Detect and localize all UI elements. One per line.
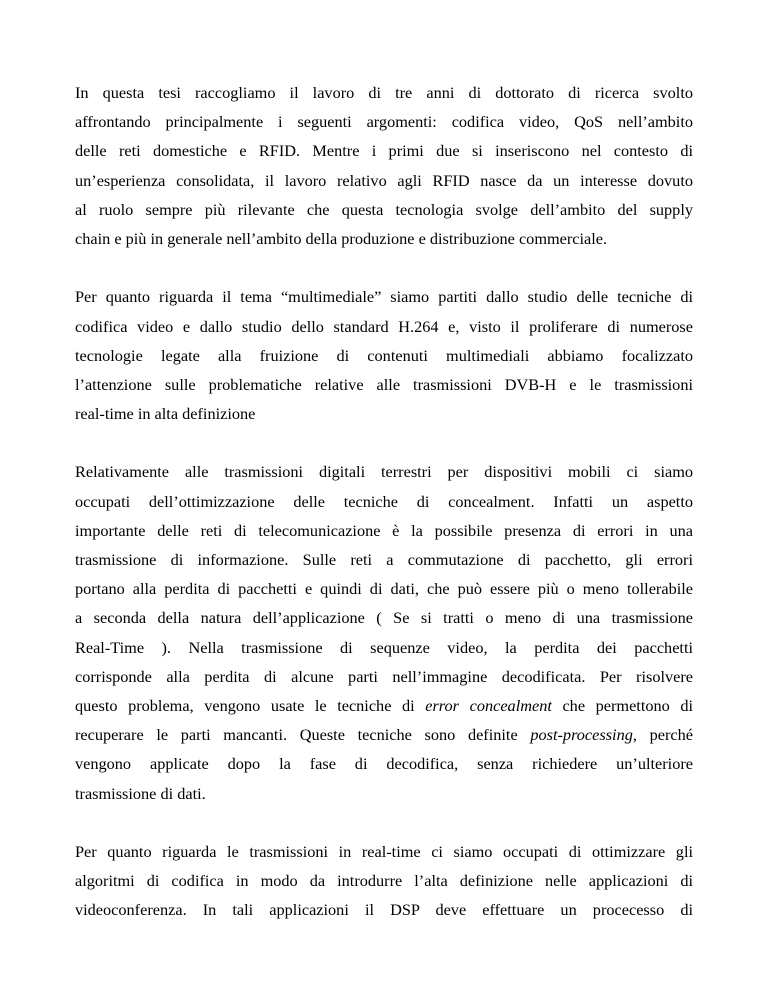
text-line: affrontando principalmente i seguenti argomenti: codifica video, QoS nell’ambito: [75, 112, 693, 132]
text-segment: recuperare le parti mancanti. Queste tecniche sono definite: [75, 725, 531, 745]
text-segment: , perché: [632, 725, 694, 745]
text-line: videoconferenza. In tali applicazioni il DSP deve effettuare un procecesso di: [75, 900, 693, 920]
text-line: [75, 691, 693, 720]
text-line: l’attenzione sulle problematiche relative alle trasmissioni DVB-H e le trasmissioni: [75, 374, 693, 394]
text-line: un’esperienza consolidata, il lavoro relativo agli RFID nasce da un interesse dovuto: [75, 170, 693, 190]
text-line: chain e più in generale nell’ambito della produzione e distribuzione commerciale.: [75, 228, 608, 248]
text-line: importante delle reti di telecomunicazione è la possibile presenza di errori in una: [75, 520, 693, 540]
italic-term-post-processing: post-processing: [530, 725, 633, 745]
text-line: corrisponde alla perdita di alcune parti nell’immagine decodificata. Per risolvere: [75, 666, 693, 686]
italic-term-error-concealment: error concealment: [425, 695, 552, 715]
text-line: Per quanto riguarda le trasmissioni in real-time ci siamo occupati di ottimizzare gli: [75, 841, 693, 861]
text-segment: questo problema, vengono usate le tecniche di: [75, 695, 426, 715]
text-line: Relativamente alle trasmissioni digitali terrestri per dispositivi mobili ci siamo: [75, 462, 693, 482]
text-line: delle reti domestiche e RFID. Mentre i primi due si inseriscono nel contesto di: [75, 141, 693, 161]
text-line: [75, 720, 693, 749]
text-line: algoritmi di codifica in modo da introdurre l’alta definizione nelle applicazioni di: [75, 871, 693, 891]
text-line: trasmissione di informazione. Sulle reti a commutazione di pacchetto, gli errori: [75, 550, 693, 569]
text-line: al ruolo sempre più rilevante che questa tecnologia svolge dell’ambito del supply: [75, 199, 693, 219]
text-line: Real-Time ). Nella trasmissione di sequenze video, la perdita dei pacchetti: [75, 637, 693, 657]
text-segment: che permettono di: [551, 695, 693, 715]
text-line: real-time in alta definizione: [75, 404, 256, 424]
text-line: tecnologie legate alla fruizione di contenuti multimediali abbiamo focalizzato: [75, 345, 693, 365]
document-page: [75, 78, 693, 924]
text-line: a seconda della natura dell’applicazione ( Se si tratti o meno di una trasmissione: [75, 608, 693, 628]
text-line: occupati dell’ottimizzazione delle tecniche di concealment. Infatti un aspetto: [75, 491, 693, 511]
paragraph-4: [75, 837, 693, 925]
text-line: trasmissione di dati.: [75, 783, 206, 803]
paragraph-2: [75, 282, 693, 428]
text-line: codifica video e dallo studio dello standard H.264 e, visto il proliferare di numerose: [75, 316, 693, 336]
paragraph-1: [75, 78, 693, 253]
paragraph-3: [75, 457, 693, 807]
text-line: portano alla perdita di pacchetti e quindi di dati, che può essere più o meno tollerabile: [75, 579, 693, 599]
text-line: Per quanto riguarda il tema “multimediale” siamo partiti dallo studio delle tecniche di: [75, 287, 693, 307]
text-line: In questa tesi raccogliamo il lavoro di tre anni di dottorato di ricerca svolto: [75, 83, 693, 102]
text-line: vengono applicate dopo la fase di decodifica, senza richiedere un’ulteriore: [75, 754, 693, 774]
